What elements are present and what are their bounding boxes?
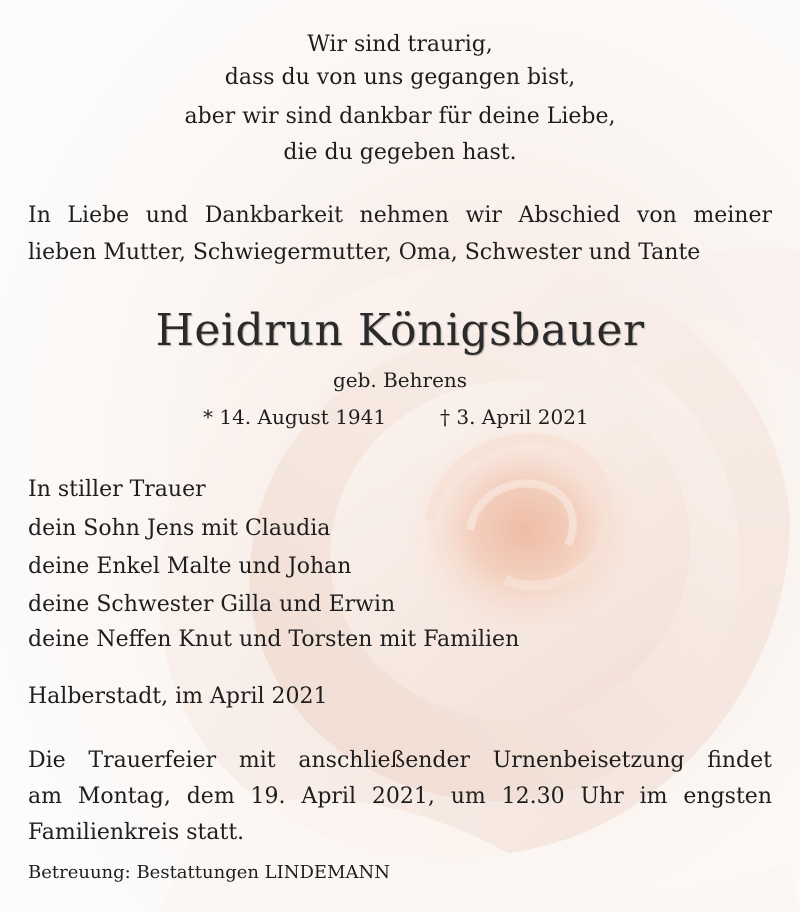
ceremony-line-1: Die Trauerfeier mit anschließender Urnenbeisetzung findet (28, 748, 772, 773)
poem-line-4: die du gegeben hast. (283, 140, 517, 165)
intro-line-1: In Liebe und Dankbarkeit nehmen wir Abschied von meiner (28, 203, 772, 228)
birth-date: * 14. August 1941 (203, 405, 387, 429)
place-date: Halberstadt, im April 2021 (28, 684, 328, 709)
mourner-line: deine Enkel Malte und Johan (28, 554, 352, 579)
poem-line-1: Wir sind traurig, (307, 32, 493, 57)
mourner-line: deine Schwester Gilla und Erwin (28, 592, 396, 617)
funeral-home-credit: Betreuung: Bestattungen LINDEMANN (28, 862, 390, 883)
maiden-name: geb. Behrens (332, 368, 468, 392)
poem-line-3: aber wir sind dankbar für deine Liebe, (184, 104, 616, 129)
death-date: † 3. April 2021 (440, 405, 589, 429)
intro-line-2: lieben Mutter, Schwiegermutter, Oma, Schwester und Tante (28, 240, 701, 265)
mourner-line: deine Neffen Knut und Torsten mit Familien (28, 627, 520, 652)
poem-line-2: dass du von uns gegangen bist, (224, 65, 576, 90)
mourners-heading: In stiller Trauer (28, 477, 206, 502)
mourner-line: dein Sohn Jens mit Claudia (28, 516, 331, 541)
ceremony-line-3: Familienkreis statt. (28, 820, 245, 845)
deceased-name: Heidrun Königsbauer (155, 305, 645, 356)
ceremony-line-2: am Montag, dem 19. April 2021, um 12.30 Uhr im engsten (28, 784, 772, 809)
